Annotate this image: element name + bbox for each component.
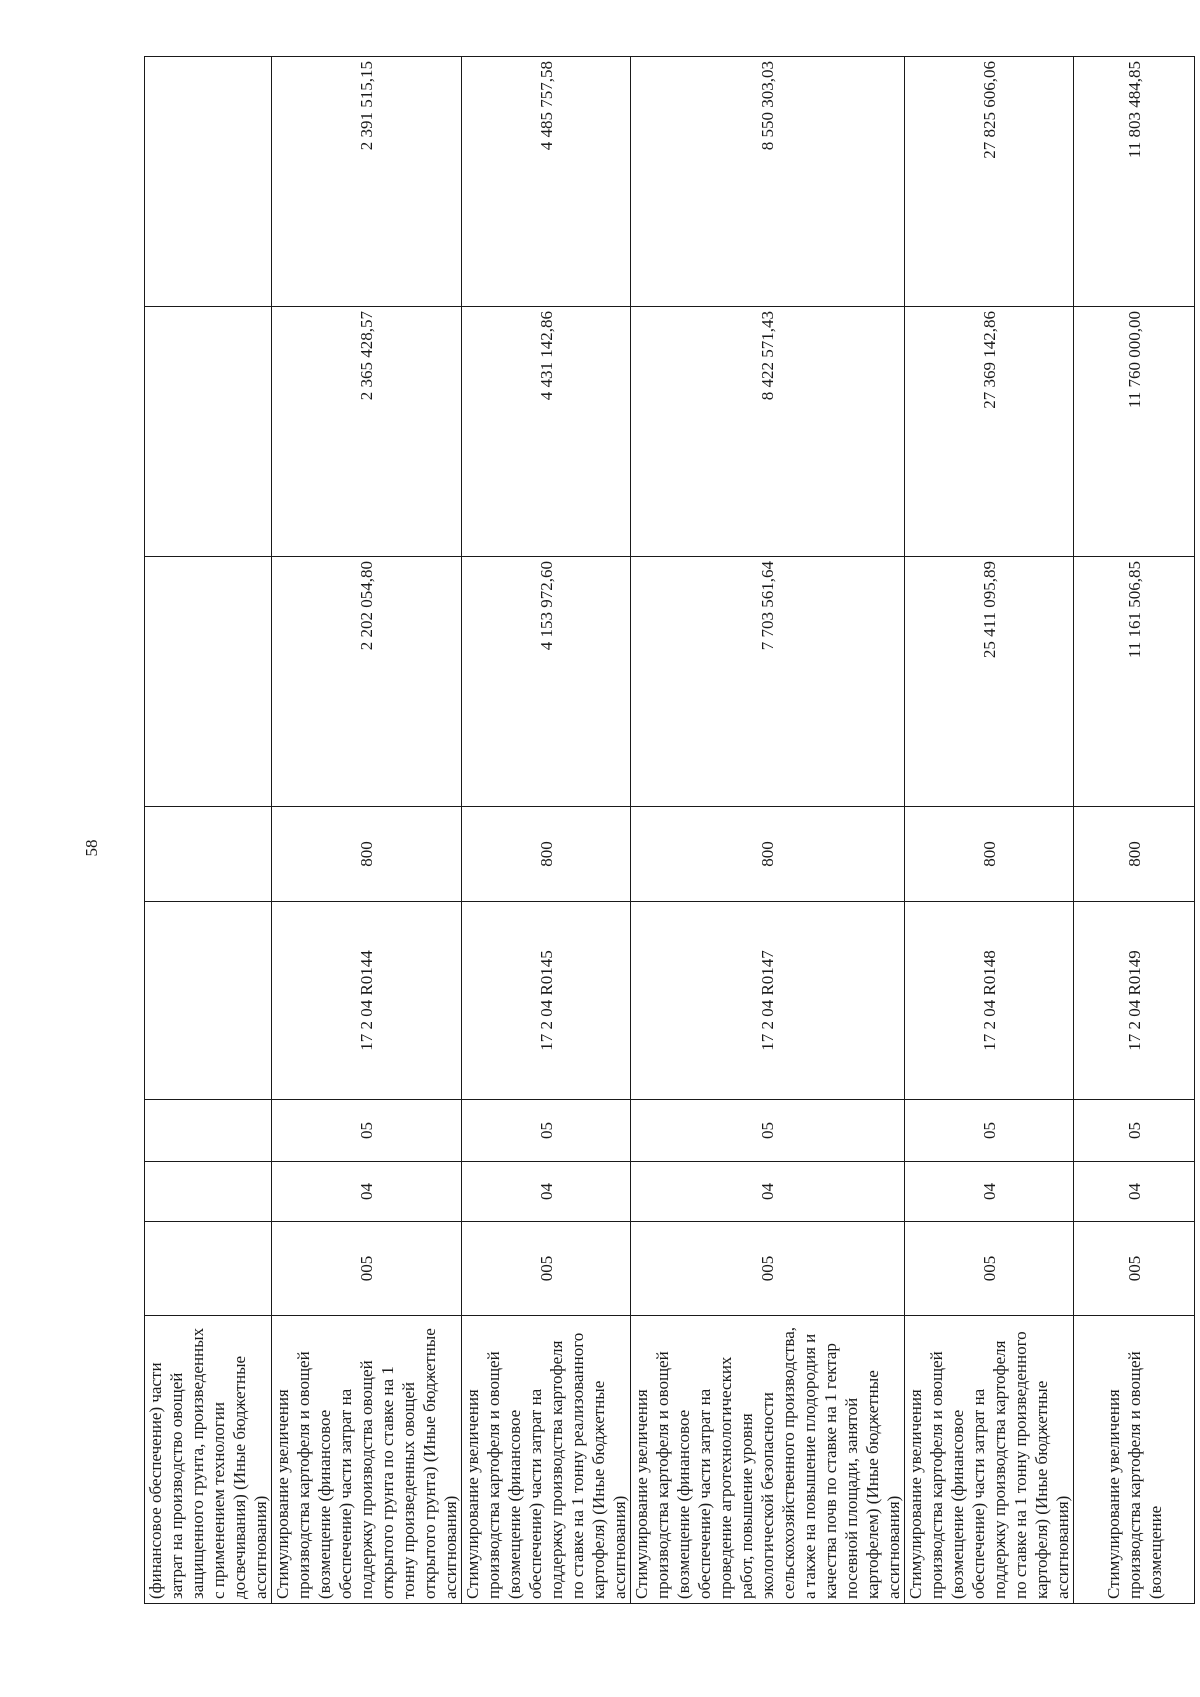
ministry-code: 005 [272, 1222, 462, 1316]
amount-2: 11 760 000,00 [1074, 307, 1195, 557]
amount-3: 4 485 757,58 [462, 57, 631, 307]
budget-table [144, 56, 1195, 1604]
amount-3: 11 803 484,85 [1074, 57, 1195, 307]
subsection-code: 05 [905, 1100, 1074, 1162]
page-number: 58 [82, 839, 101, 857]
table-row [462, 57, 631, 1604]
amount-1: 25 411 095,89 [905, 557, 1074, 807]
amount-3: 27 825 606,06 [905, 57, 1074, 307]
row-description: Стимулирование увеличения производства картофеля и овощей (возмещение (финансовое обеспечение) части затрат на поддержку производства овощей открытого грунта по ставке на 1 тонну произведенных овощей открытого грунта) (Иные бюджетные ассигнования) [272, 1316, 462, 1604]
subsection-code: 05 [631, 1100, 905, 1162]
amount-1: 11 161 506,85 [1074, 557, 1195, 807]
amount-3 [145, 57, 272, 307]
row-description: Стимулирование увеличения производства картофеля и овощей (возмещение (финансовое обеспечение) части затрат на поддержку производства картофеля по ставке на 1 тонну произведенного картофеля) (Иные бюджетные ассигнования) [905, 1316, 1074, 1604]
rotated-table-wrapper [144, 57, 1165, 1604]
section-code: 04 [1074, 1162, 1195, 1222]
amount-2: 2 365 428,57 [272, 307, 462, 557]
row-description: Стимулирование увеличения производства картофеля и овощей (возмещение (финансовое обеспечение) части затрат на поддержку производства картофеля по ставке на 1 тонну реализованного картофеля) (Иные бюджетные ассигнования) [462, 1316, 631, 1604]
expense-type-code: 800 [631, 807, 905, 902]
row-description: Стимулирование увеличения производства картофеля и овощей (возмещение [1074, 1316, 1195, 1604]
expense-type-code: 800 [1074, 807, 1195, 902]
ministry-code: 005 [631, 1222, 905, 1316]
amount-1: 7 703 561,64 [631, 557, 905, 807]
amount-1 [145, 557, 272, 807]
expense-type-code: 800 [462, 807, 631, 902]
table-row [145, 57, 272, 1604]
table-row [272, 57, 462, 1604]
amount-3: 8 550 303,03 [631, 57, 905, 307]
target-article-code [145, 902, 272, 1100]
section-code [145, 1162, 272, 1222]
subsection-code: 05 [462, 1100, 631, 1162]
subsection-code: 05 [272, 1100, 462, 1162]
amount-2: 27 369 142,86 [905, 307, 1074, 557]
amount-2 [145, 307, 272, 557]
target-article-code: 17 2 04 R0145 [462, 902, 631, 1100]
expense-type-code: 800 [905, 807, 1074, 902]
amount-3: 2 391 515,15 [272, 57, 462, 307]
section-code: 04 [462, 1162, 631, 1222]
row-description: Стимулирование увеличения производства картофеля и овощей (возмещение (финансовое обеспечение) части затрат на проведение агротехнологических работ, повышение уровня экологической безопасности сельскохозяйственного производства, а также на повышение плодородия и качества почв по ставке на 1 гектар посевной площади, занятой картофелем) (Иные бюджетные ассигнования) [631, 1316, 905, 1604]
target-article-code: 17 2 04 R0144 [272, 902, 462, 1100]
expense-type-code [145, 807, 272, 902]
section-code: 04 [272, 1162, 462, 1222]
target-article-code: 17 2 04 R0148 [905, 902, 1074, 1100]
ministry-code [145, 1222, 272, 1316]
table-row [1074, 57, 1195, 1604]
ministry-code: 005 [905, 1222, 1074, 1316]
row-description: (финансовое обеспечение) части затрат на производство овощей защищенного грунта, произведенных с применением технологии досвечивания) (Иные бюджетные ассигнования) [145, 1316, 272, 1604]
amount-2: 8 422 571,43 [631, 307, 905, 557]
target-article-code: 17 2 04 R0149 [1074, 902, 1195, 1100]
section-code: 04 [631, 1162, 905, 1222]
table-row [905, 57, 1074, 1604]
subsection-code [145, 1100, 272, 1162]
subsection-code: 05 [1074, 1100, 1195, 1162]
ministry-code: 005 [462, 1222, 631, 1316]
amount-2: 4 431 142,86 [462, 307, 631, 557]
expense-type-code: 800 [272, 807, 462, 902]
table-row [631, 57, 905, 1604]
section-code: 04 [905, 1162, 1074, 1222]
target-article-code: 17 2 04 R0147 [631, 902, 905, 1100]
amount-1: 2 202 054,80 [272, 557, 462, 807]
ministry-code: 005 [1074, 1222, 1195, 1316]
amount-1: 4 153 972,60 [462, 557, 631, 807]
